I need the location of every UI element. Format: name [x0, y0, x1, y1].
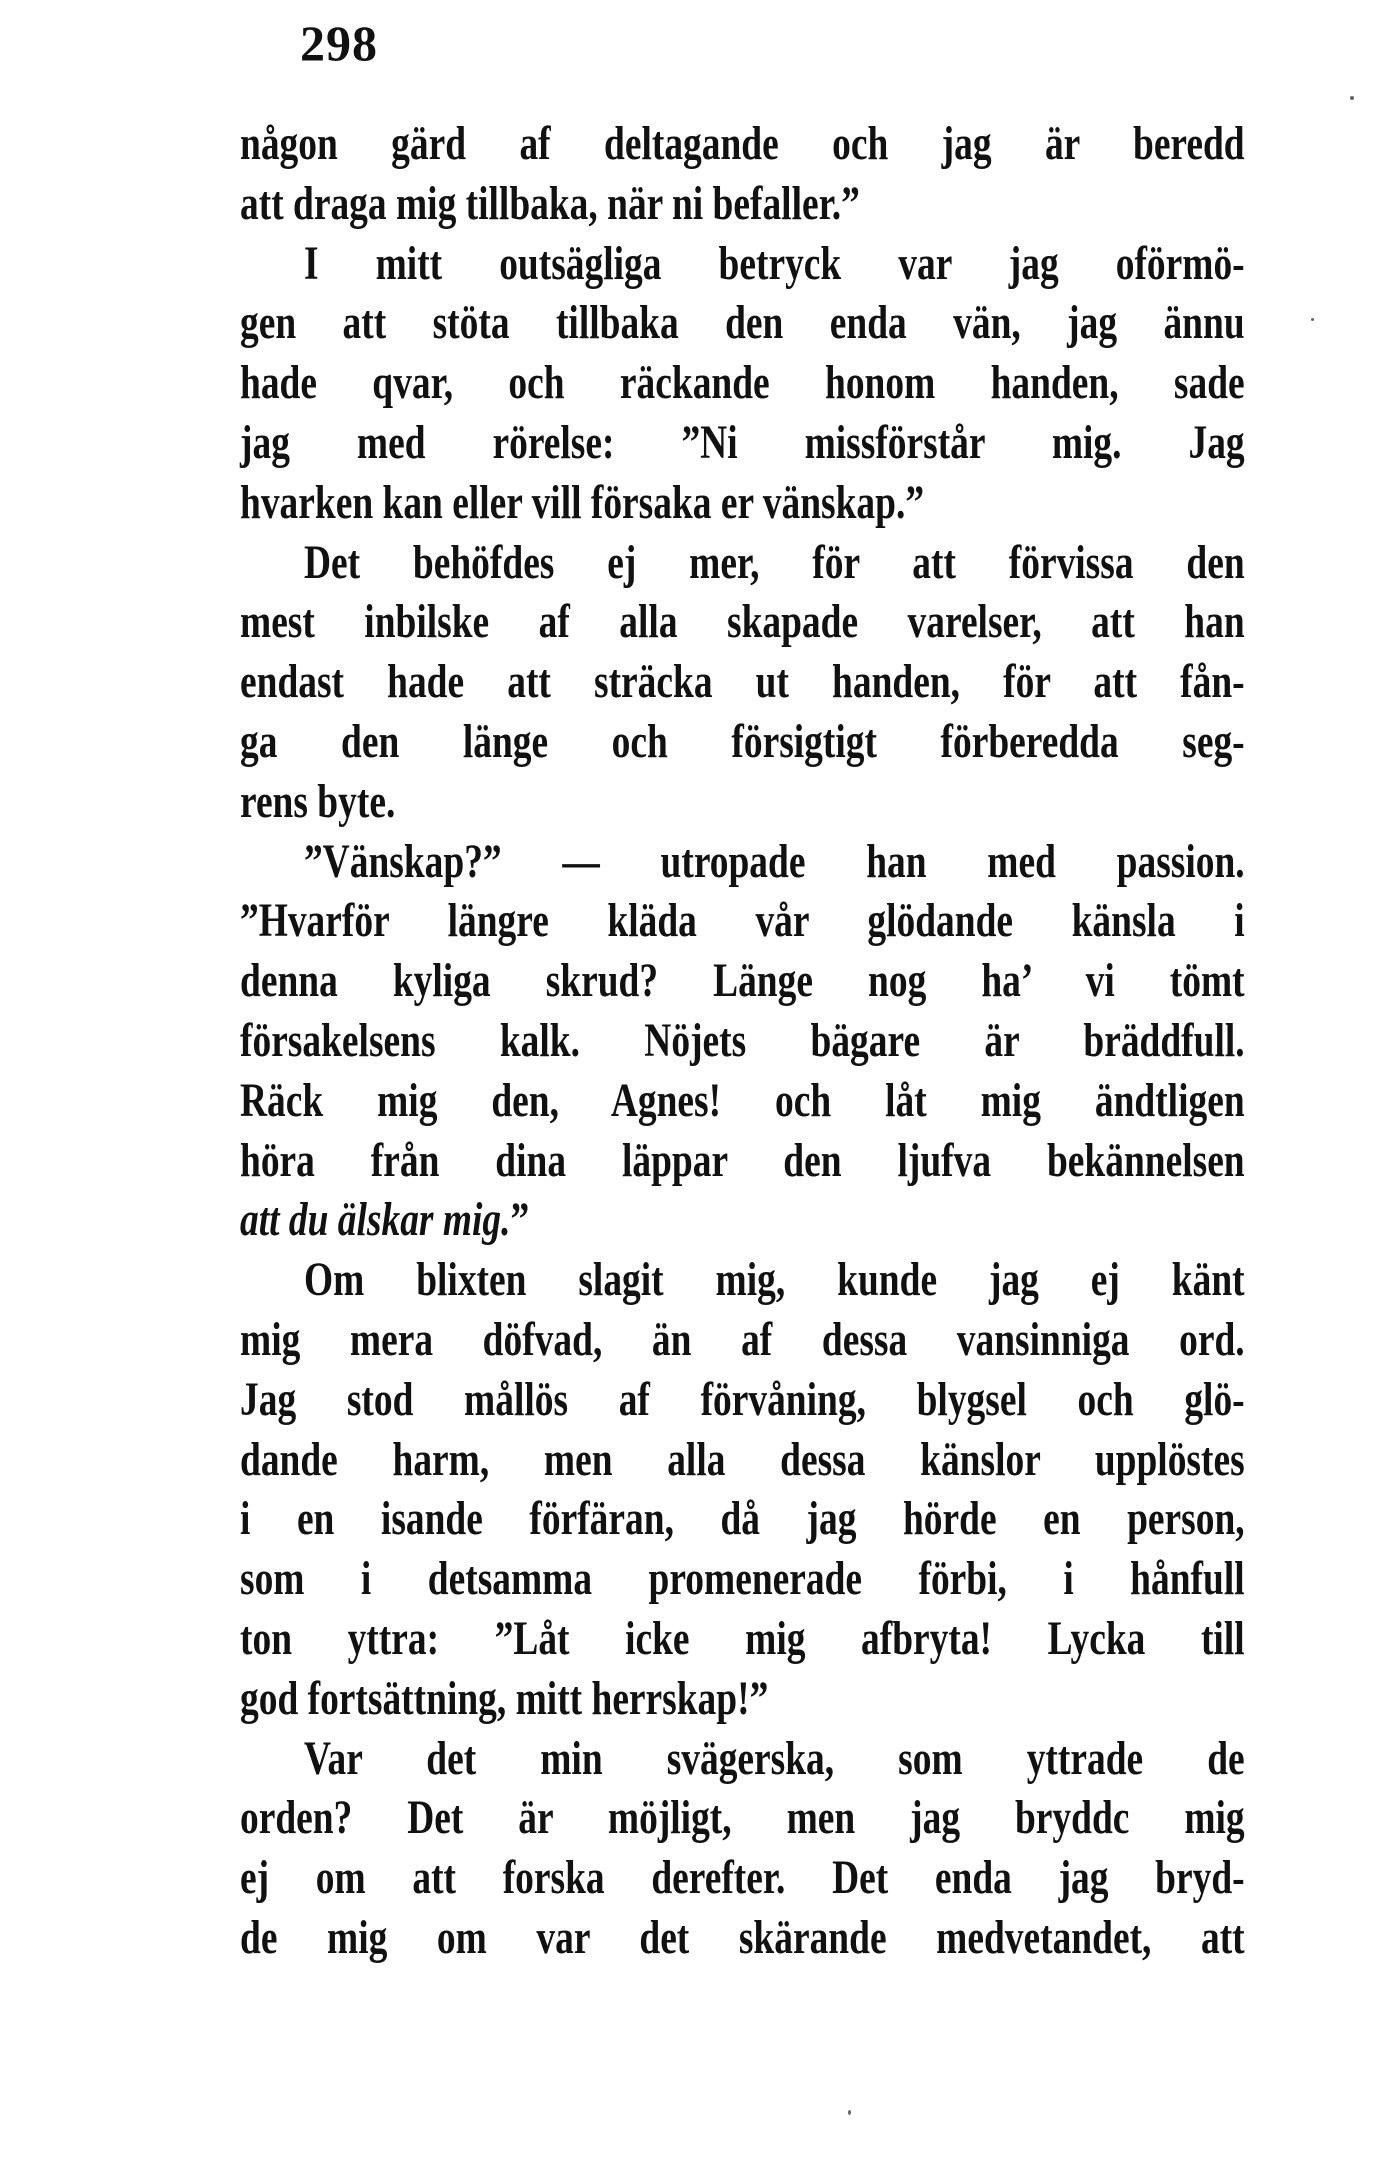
text-line: denna kyliga skrud? Länge nog ha’ vi tömt [240, 954, 1245, 1008]
text-line: hade qvar, och räckande honom handen, sade [240, 356, 1245, 410]
text-line: Om blixten slagit mig, kunde jag ej känt [303, 1253, 1245, 1307]
text-line: jag med rörelse: ”Ni missförstår mig. Jag [240, 415, 1245, 469]
text-line: försakelsens kalk. Nöjets bägare är bräddfull. [240, 1013, 1245, 1067]
text-line: rens byte. [240, 774, 396, 828]
text-line [240, 1190, 1245, 1250]
text-line: mig mera döfvad, än af dessa vansinniga ord. [240, 1312, 1245, 1366]
text-line: ”Vänskap?” — utropade han med passion. [303, 834, 1245, 888]
text-line: dande harm, men alla dessa känslor upplöstes [240, 1432, 1245, 1486]
text-line: höra från dina läppar den ljufva bekännelsen [240, 1133, 1245, 1187]
text-line: god fortsättning, mitt herrskap!” [240, 1671, 769, 1725]
text-line: Det behöfdes ej mer, för att förvissa den [303, 535, 1245, 589]
page-number: 298 [300, 15, 378, 71]
text-line: Var det min svägerska, som yttrade de [303, 1731, 1245, 1785]
text-line: någon gärd af deltagande och jag är beredd [240, 117, 1245, 170]
print-speck [848, 2110, 851, 2115]
text-line: i en isande förfäran, då jag hörde en person, [240, 1492, 1245, 1546]
text-line: hvarken kan eller vill försaka er vänskap.” [240, 475, 925, 529]
text-line: ej om att forska derefter. Det enda jag bryd- [240, 1851, 1245, 1905]
closing-quote: ” [510, 1193, 530, 1247]
text-line: att draga mig tillbaka, när ni befaller.” [240, 176, 860, 230]
emphasized-text: att du älskar mig. [240, 1193, 511, 1247]
text-line: gen att stöta tillbaka den enda vän, jag ännu [240, 296, 1245, 350]
print-speck [1350, 96, 1354, 100]
text-line: ”Hvarför längre kläda vår glödande känsla i [240, 894, 1245, 948]
text-line: ga den länge och försigtigt förberedda seg- [240, 714, 1245, 768]
text-line: orden? Det är möjligt, men jag bryddc mig [240, 1791, 1245, 1845]
text-line: ton yttra: ”Låt icke mig afbryta! Lycka till [240, 1611, 1245, 1665]
text-line: mest inbilske af alla skapade varelser, att han [240, 595, 1245, 649]
text-line: Räck mig den, Agnes! och låt mig ändtligen [240, 1073, 1245, 1127]
text-line: endast hade att sträcka ut handen, för att fån- [240, 655, 1245, 709]
body-text [240, 114, 1245, 1968]
text-line: som i detsamma promenerade förbi, i hånfull [240, 1552, 1245, 1606]
text-line: Jag stod mållös af förvåning, blygsel och glö- [240, 1372, 1245, 1426]
text-line: de mig om var det skärande medvetandet, att [240, 1910, 1245, 1964]
print-speck [1311, 318, 1314, 321]
text-line: I mitt outsägliga betryck var jag oförmö- [303, 236, 1245, 290]
